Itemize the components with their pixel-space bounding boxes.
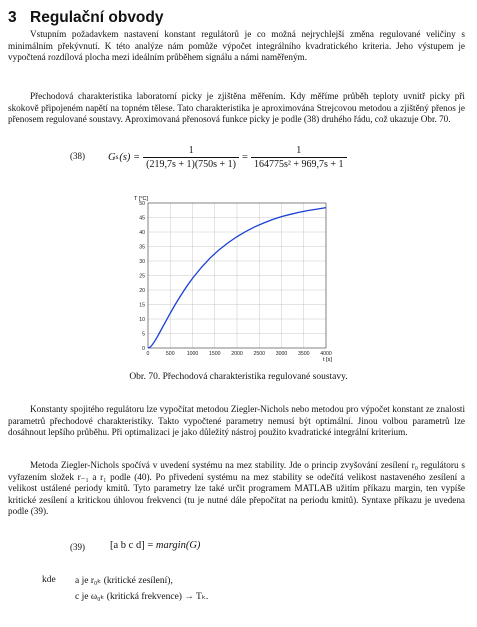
equation-39 <box>110 540 200 551</box>
y-tick-label: 5 <box>142 331 145 338</box>
chart-grid <box>148 203 326 348</box>
chart-x-ticks <box>147 351 332 357</box>
section-number: 3 <box>8 9 17 26</box>
x-tick-label: 4000 <box>320 351 332 357</box>
chart-x-axis-label: t [s] <box>323 357 332 363</box>
eq38-lhs: G <box>108 151 116 163</box>
eq38-numerator-2: 1 <box>296 144 302 156</box>
eq38-fraction-1 <box>143 145 239 170</box>
x-tick-label: 3000 <box>275 351 288 357</box>
eq38-equals: = <box>242 151 248 163</box>
where-label: kde <box>42 575 56 585</box>
eq38-lhs-sub: s <box>115 153 119 161</box>
equation-38 <box>108 141 350 173</box>
eq38-denominator-1: (219,7s + 1)(750s + 1) <box>143 157 239 170</box>
y-tick-label: 20 <box>139 288 145 294</box>
eq38-fraction-2 <box>251 145 347 170</box>
paragraph-intro: Vstupním požadavkem nastavení konstant regulátorů je co možná nejrychlejší změna regulované veličiny s minimálním překývnutí. K této analýze nám pomůže výpočet integrálního kvadratického kriteria. Jeho výstupem je vypočtená rozdílová plocha mezi ideálním průběhem signálu a námi naměřeným. <box>8 29 465 63</box>
eq38-denominator-2: 164775s² + 969,7s + 1 <box>251 157 347 170</box>
eq39-rhs: margin(G) <box>155 540 201 551</box>
x-tick-label: 3500 <box>297 351 310 357</box>
y-tick-label: 30 <box>139 259 145 265</box>
figure-caption: Obr. 70. Přechodová charakteristika regulované soustavy. <box>129 372 348 382</box>
chart-y-ticks <box>139 201 145 352</box>
x-tick-label: 1500 <box>208 351 221 357</box>
paragraph-transient: Přechodová charakteristika laboratorní picky je zjištěna měřením. Kdy měříme průběh teploty uvnitř picky při skokově připojeném napětí na topném tělese. Tato charakteristika je aproximována Strejcovou metodou a zjištěný přenos je přenosem regulované soustavy. Aproximovaná přenosová funkce picky je podle (38) druhého řádu, což ukazuje Obr. 70. <box>8 91 465 125</box>
x-tick-label: 2500 <box>253 351 266 357</box>
chart-y-axis-label: T [°C] <box>134 196 149 202</box>
x-tick-label: 1000 <box>186 351 199 357</box>
eq38-lhs-arg: (s) = <box>119 151 141 163</box>
y-tick-label: 25 <box>139 273 145 280</box>
section-heading <box>8 9 164 27</box>
paragraph-controller-constants: Konstanty spojitého regulátoru lze vypočítat metodou Ziegler-Nichols nebo metodou pro výpočet konstant ze znalosti parametrů přechodové charakteristiky. Takto vypočtené parametry nemusí být optimální. Jinou volbou parametrů lze dosáhnout lepšího průběhu. Při optimalizaci je jako důležitý nástroj použito kvadratické integrální kriterium. <box>8 404 465 438</box>
y-tick-label: 45 <box>139 215 145 222</box>
where-line-1: a je r₀ₖ (kritické zesílení), <box>75 576 173 586</box>
where-line-2: c je ω₀ₖ (kritická frekvence) → Tₖ. <box>75 592 209 602</box>
step-response-chart <box>128 191 340 363</box>
y-tick-label: 10 <box>139 317 145 323</box>
equation-38-number: (38) <box>70 151 85 161</box>
x-tick-label: 2000 <box>231 351 243 357</box>
section-title: Regulační obvody <box>30 9 164 26</box>
y-tick-label: 40 <box>139 230 145 236</box>
y-tick-label: 0 <box>142 346 145 352</box>
eq39-lhs: [a b c d] = <box>110 540 154 551</box>
y-tick-label: 35 <box>139 244 145 251</box>
paragraph-ziegler-nichols: Metoda Ziegler-Nichols spočívá v uvedení systému na mez stability. Jde o princip zvyšování zesílení r₀ regulátoru s vyřazením složek r₋₁ a r₁ podle (40). Po přivedení systému na mez stability se odečítá velikost nastaveného zesílení a velikost ustálené periody kmitů. Tyto parametry lze také určit programem MATLAB užitím příkazu margin, ten vypíše kritické zesílení a kritickou úhlovou frekvenci (tu je nutné dále přepočítat na periodu kmitů). Syntaxe příkazu je uvedena podle (39). <box>8 460 465 517</box>
y-tick-label: 50 <box>139 201 145 207</box>
equation-39-number: (39) <box>70 542 85 552</box>
x-tick-label: 0 <box>146 351 150 357</box>
eq38-numerator-1: 1 <box>188 144 194 156</box>
x-tick-label: 500 <box>165 351 175 357</box>
y-tick-label: 15 <box>139 302 145 309</box>
